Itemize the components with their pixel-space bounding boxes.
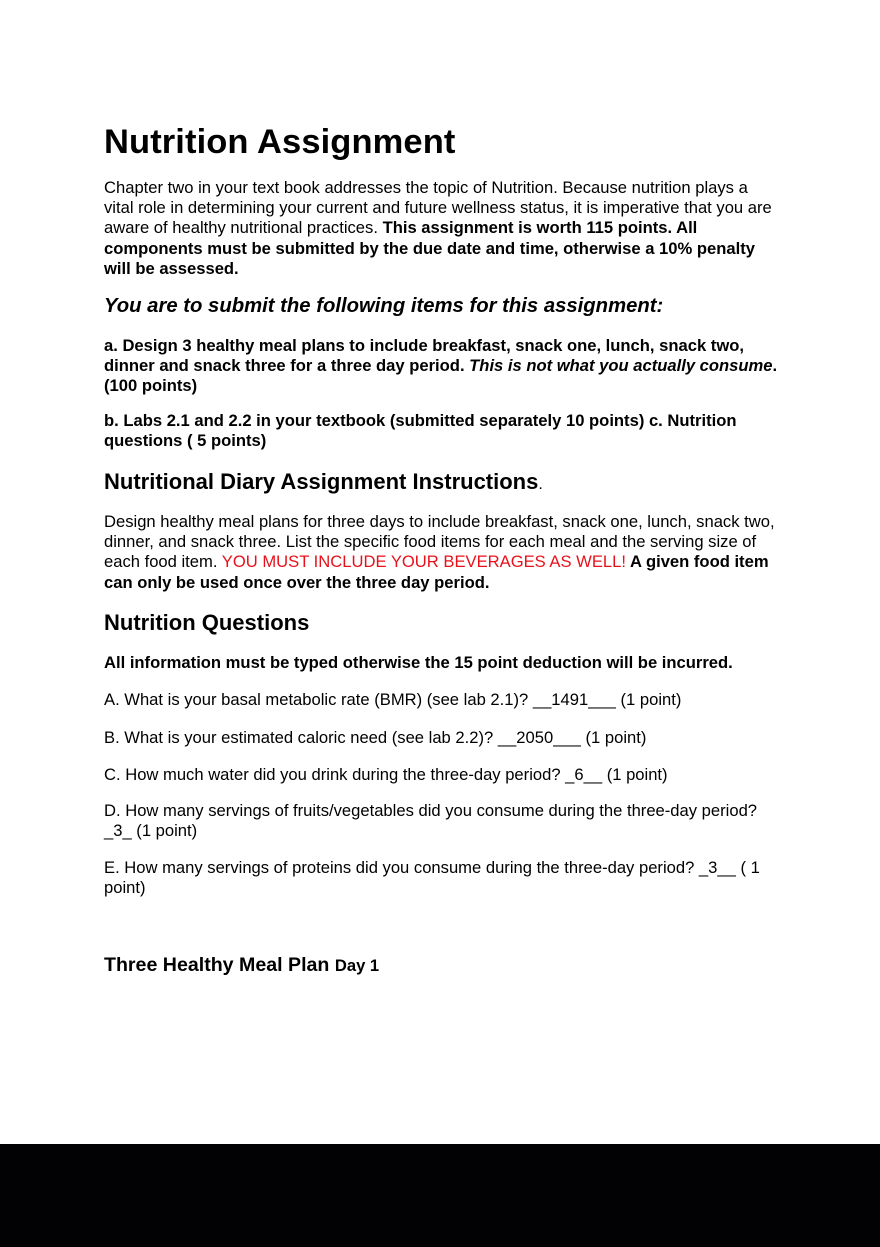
meal-plan-title: Three Healthy Meal Plan <box>104 954 330 976</box>
meal-plan-day: Day 1 <box>334 956 380 975</box>
diary-text: Design healthy meal plans for three days to include breakfast, snack one, lunch, snack two, dinner, and snack three. List the specific food items for each meal and the serving size of each food item. <box>104 512 775 572</box>
diary-instructions-paragraph <box>104 512 778 593</box>
item-a-paragraph <box>104 336 778 397</box>
document-title: Nutrition Assignment <box>104 123 456 161</box>
item-bc-paragraph: b. Labs 2.1 and 2.2 in your textbook (submitted separately 10 points) c. Nutrition questions ( 5 points) <box>104 411 737 451</box>
diary-bold-rule: A given food item can only be used once over the three day period. <box>104 552 769 592</box>
question-c: C. How much water did you drink during the three-day period? _6__ (1 point) <box>104 765 668 784</box>
diary-heading-period: . <box>538 476 543 493</box>
item-a-italic-text: This is not what you actually consume <box>469 356 773 376</box>
item-a-text: a. Design 3 healthy meal plans to include breakfast, snack one, lunch, snack two, dinner and snack three for a three day period. <box>104 336 744 376</box>
question-e: E. How many servings of proteins did you consume during the three-day period? _3__ ( 1 point) <box>104 858 760 898</box>
diary-instructions-heading <box>104 469 778 498</box>
meal-plan-heading <box>104 953 778 978</box>
question-b: B. What is your estimated caloric need (see lab 2.2)? __2050___ (1 point) <box>104 728 647 747</box>
question-a: A. What is your basal metabolic rate (BMR) (see lab 2.1)? __1491___ (1 point) <box>104 690 682 709</box>
intro-paragraph <box>104 178 778 279</box>
submit-items-heading: You are to submit the following items for this assignment: <box>104 295 664 317</box>
beverages-warning: YOU MUST INCLUDE YOUR BEVERAGES AS WELL! <box>221 552 626 572</box>
nutrition-questions-heading: Nutrition Questions <box>104 610 310 635</box>
intro-bold-text: This assignment is worth 115 points. All components must be submitted by the due date and time, otherwise a 10% penalty will be assessed. <box>104 218 755 278</box>
question-d: D. How many servings of fruits/vegetables did you consume during the three-day period? _3_ (1 point) <box>104 801 758 841</box>
viewer-background-bar <box>0 1144 880 1247</box>
questions-note: All information must be typed otherwise the 15 point deduction will be incurred. <box>104 653 733 672</box>
diary-heading-text: Nutritional Diary Assignment Instructions <box>104 469 539 494</box>
intro-text: Chapter two in your text book addresses the topic of Nutrition. Because nutrition plays a vital role in determining your current and future wellness status, it is imperative that you are aware of healthy nutritional practices. <box>104 178 772 238</box>
item-a-points: . (100 points) <box>104 356 778 396</box>
